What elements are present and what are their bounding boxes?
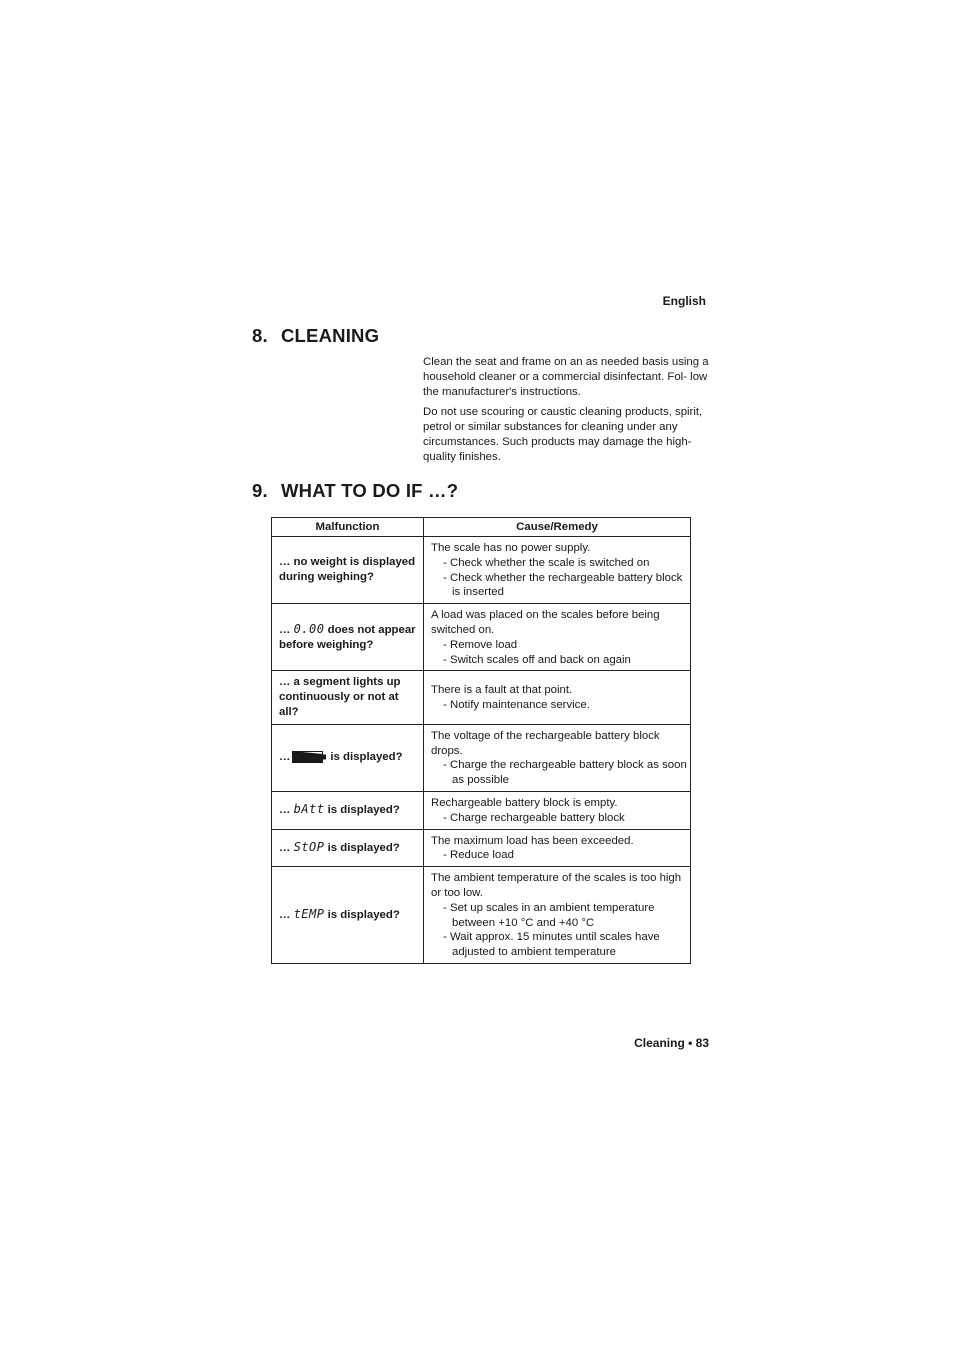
remedy-item: - Reduce load bbox=[443, 849, 514, 862]
section-8-title: CLEANING bbox=[281, 325, 380, 346]
battery-low-icon bbox=[292, 751, 326, 763]
cause-text: The voltage of the rechargeable battery block drops. bbox=[431, 729, 660, 757]
malfunction-cell: … StOP is displayed? bbox=[272, 829, 424, 867]
lcd-display-text: bAtt bbox=[293, 801, 325, 817]
section-8-heading bbox=[252, 325, 379, 347]
malfunction-cell: … is displayed? bbox=[272, 724, 424, 791]
section-9-number: 9. bbox=[252, 480, 268, 501]
remedy-item: - Charge rechargeable battery block bbox=[443, 811, 625, 824]
remedy-cell bbox=[424, 724, 691, 791]
cause-text: The maximum load has been exceeded. bbox=[431, 834, 634, 847]
remedy-item: - Remove load bbox=[443, 638, 518, 651]
section-9-title: WHAT TO DO IF …? bbox=[281, 480, 459, 501]
remedy-cell bbox=[424, 829, 691, 867]
section-8-number: 8. bbox=[252, 325, 268, 346]
malfunction-cell: … a segment lights up continuously or not at all? bbox=[272, 671, 424, 724]
header-malfunction: Malfunction bbox=[272, 518, 424, 537]
malfunction-text: … no weight is displayed during weighing? bbox=[279, 556, 416, 584]
cause-text: Rechargeable battery block is empty. bbox=[431, 796, 618, 809]
table-header-row bbox=[272, 518, 691, 537]
table-row bbox=[272, 791, 691, 829]
header-cause-remedy: Cause/Remedy bbox=[424, 518, 691, 537]
remedy-item: - Check whether the scale is switched on bbox=[443, 556, 650, 569]
lcd-display-text: 0.00 bbox=[293, 621, 325, 637]
cause-text: The ambient temperature of the scales is too high or too low. bbox=[431, 872, 682, 899]
section-9-heading bbox=[252, 480, 458, 502]
troubleshooting-table bbox=[271, 517, 691, 964]
remedy-item: - Set up scales in an ambient temperature between +10 °C and +40 °C bbox=[443, 901, 655, 929]
malfunction-cell: … bAtt is displayed? bbox=[272, 791, 424, 829]
lcd-display-text: StOP bbox=[293, 839, 325, 855]
table-row bbox=[272, 671, 691, 724]
malfunction-cell bbox=[272, 537, 424, 604]
cause-text: A load was placed on the scales before being switched on. bbox=[431, 609, 660, 636]
remedy-item: - Check whether the rechargeable battery block is inserted bbox=[443, 571, 683, 599]
cleaning-paragraph: Do not use scouring or caustic cleaning products, spirit, petrol or similar substances for cleaning under any circumstances. Such products may damage the high-quality finishes. bbox=[423, 406, 703, 463]
remedy-item: - Notify maintenance service. bbox=[443, 699, 590, 712]
malfunction-cell: … tEMP is displayed? bbox=[272, 867, 424, 964]
cause-text: The scale has no power supply. bbox=[431, 542, 591, 554]
table-row bbox=[272, 604, 691, 671]
malfunction-cell: … 0.00 does not appear before weighing? bbox=[272, 604, 424, 671]
language-label: English bbox=[662, 294, 706, 308]
remedy-cell bbox=[424, 791, 691, 829]
cleaning-paragraph: Clean the seat and frame on an as needed basis using a household cleaner or a commercial disinfectant. Fol- low the manufacturer's instructions. bbox=[423, 356, 709, 398]
table-row bbox=[272, 537, 691, 604]
remedy-item: - Charge the rechargeable battery block as soon as possible bbox=[443, 759, 687, 787]
remedy-cell bbox=[424, 867, 691, 964]
table-row bbox=[272, 867, 691, 964]
cause-text: There is a fault at that point. bbox=[431, 684, 573, 697]
lcd-display-text: tEMP bbox=[293, 906, 325, 922]
table-row bbox=[272, 724, 691, 791]
table-row bbox=[272, 829, 691, 867]
remedy-item: - Switch scales off and back on again bbox=[443, 653, 631, 666]
cleaning-text bbox=[423, 355, 709, 470]
remedy-cell bbox=[424, 671, 691, 724]
remedy-item: - Wait approx. 15 minutes until scales have adjusted to ambient temperature bbox=[443, 931, 660, 959]
remedy-cell bbox=[424, 604, 691, 671]
remedy-cell bbox=[424, 537, 691, 604]
page-footer: Cleaning • 83 bbox=[634, 1036, 709, 1050]
